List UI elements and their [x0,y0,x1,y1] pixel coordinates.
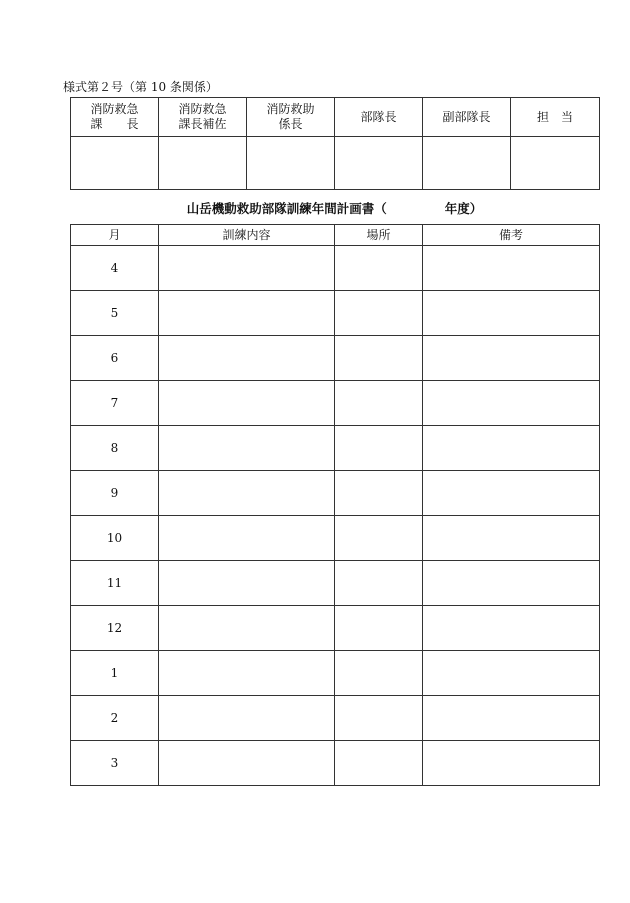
table-row [71,471,600,516]
training-content-cell[interactable] [159,336,335,381]
training-content-cell[interactable] [159,516,335,561]
training-content-cell[interactable] [159,471,335,516]
month-cell: 4 [71,246,159,291]
training-plan-table [70,224,600,786]
month-cell: 9 [71,471,159,516]
approval-header-fire-emergency-chief: 消防救急 課 長 [71,98,159,137]
plan-header-row [71,225,600,246]
training-content-cell[interactable] [159,696,335,741]
remarks-cell[interactable] [423,381,600,426]
training-content-cell[interactable] [159,426,335,471]
stamp-cell[interactable] [511,137,600,190]
training-content-cell[interactable] [159,741,335,786]
plan-body [71,246,600,786]
month-cell: 5 [71,291,159,336]
table-row [71,741,600,786]
training-content-cell[interactable] [159,381,335,426]
remarks-cell[interactable] [423,606,600,651]
table-row [71,606,600,651]
location-cell[interactable] [335,291,423,336]
month-cell: 1 [71,651,159,696]
location-cell[interactable] [335,246,423,291]
approval-header-deputy-unit-commander: 副部隊長 [423,98,511,137]
month-cell: 11 [71,561,159,606]
month-cell: 12 [71,606,159,651]
document-title [70,199,599,217]
remarks-cell[interactable] [423,336,600,381]
month-cell: 8 [71,426,159,471]
column-header-month: 月 [71,225,159,246]
table-row [71,291,600,336]
title-prefix: 山岳機動救助部隊訓練年間計画書（ [186,201,387,216]
column-header-remarks: 備考 [423,225,600,246]
column-header-location: 場所 [335,225,423,246]
table-row [71,381,600,426]
table-row [71,246,600,291]
column-header-training-content: 訓練内容 [159,225,335,246]
remarks-cell[interactable] [423,471,600,516]
remarks-cell[interactable] [423,426,600,471]
approval-header-rescue-section-chief: 消防救助 係長 [247,98,335,137]
table-row [71,336,600,381]
location-cell[interactable] [335,651,423,696]
approval-header-fire-emergency-deputy: 消防救急 課長補佐 [159,98,247,137]
training-content-cell[interactable] [159,606,335,651]
month-cell: 7 [71,381,159,426]
stamp-cell[interactable] [159,137,247,190]
location-cell[interactable] [335,336,423,381]
approval-header-row [71,98,600,137]
location-cell[interactable] [335,606,423,651]
remarks-cell[interactable] [423,246,600,291]
table-row [71,426,600,471]
location-cell[interactable] [335,426,423,471]
location-cell[interactable] [335,381,423,426]
remarks-cell[interactable] [423,516,600,561]
approval-stamp-row [71,137,600,190]
approval-table [70,97,600,190]
remarks-cell[interactable] [423,651,600,696]
location-cell[interactable] [335,561,423,606]
table-row [71,696,600,741]
month-cell: 3 [71,741,159,786]
approval-header-unit-commander: 部隊長 [335,98,423,137]
month-cell: 2 [71,696,159,741]
stamp-cell[interactable] [335,137,423,190]
remarks-cell[interactable] [423,291,600,336]
location-cell[interactable] [335,741,423,786]
title-suffix: 年度） [444,201,483,216]
table-row [71,561,600,606]
location-cell[interactable] [335,696,423,741]
remarks-cell[interactable] [423,696,600,741]
training-content-cell[interactable] [159,246,335,291]
training-content-cell[interactable] [159,651,335,696]
table-row [71,651,600,696]
stamp-cell[interactable] [423,137,511,190]
month-cell: 6 [71,336,159,381]
month-cell: 10 [71,516,159,561]
stamp-cell[interactable] [247,137,335,190]
location-cell[interactable] [335,516,423,561]
approval-header-person-in-charge: 担 当 [511,98,600,137]
remarks-cell[interactable] [423,561,600,606]
remarks-cell[interactable] [423,741,600,786]
table-row [71,516,600,561]
location-cell[interactable] [335,471,423,516]
training-content-cell[interactable] [159,291,335,336]
stamp-cell[interactable] [71,137,159,190]
form-number: 様式第２号（第 10 条関係） [63,80,218,94]
training-content-cell[interactable] [159,561,335,606]
